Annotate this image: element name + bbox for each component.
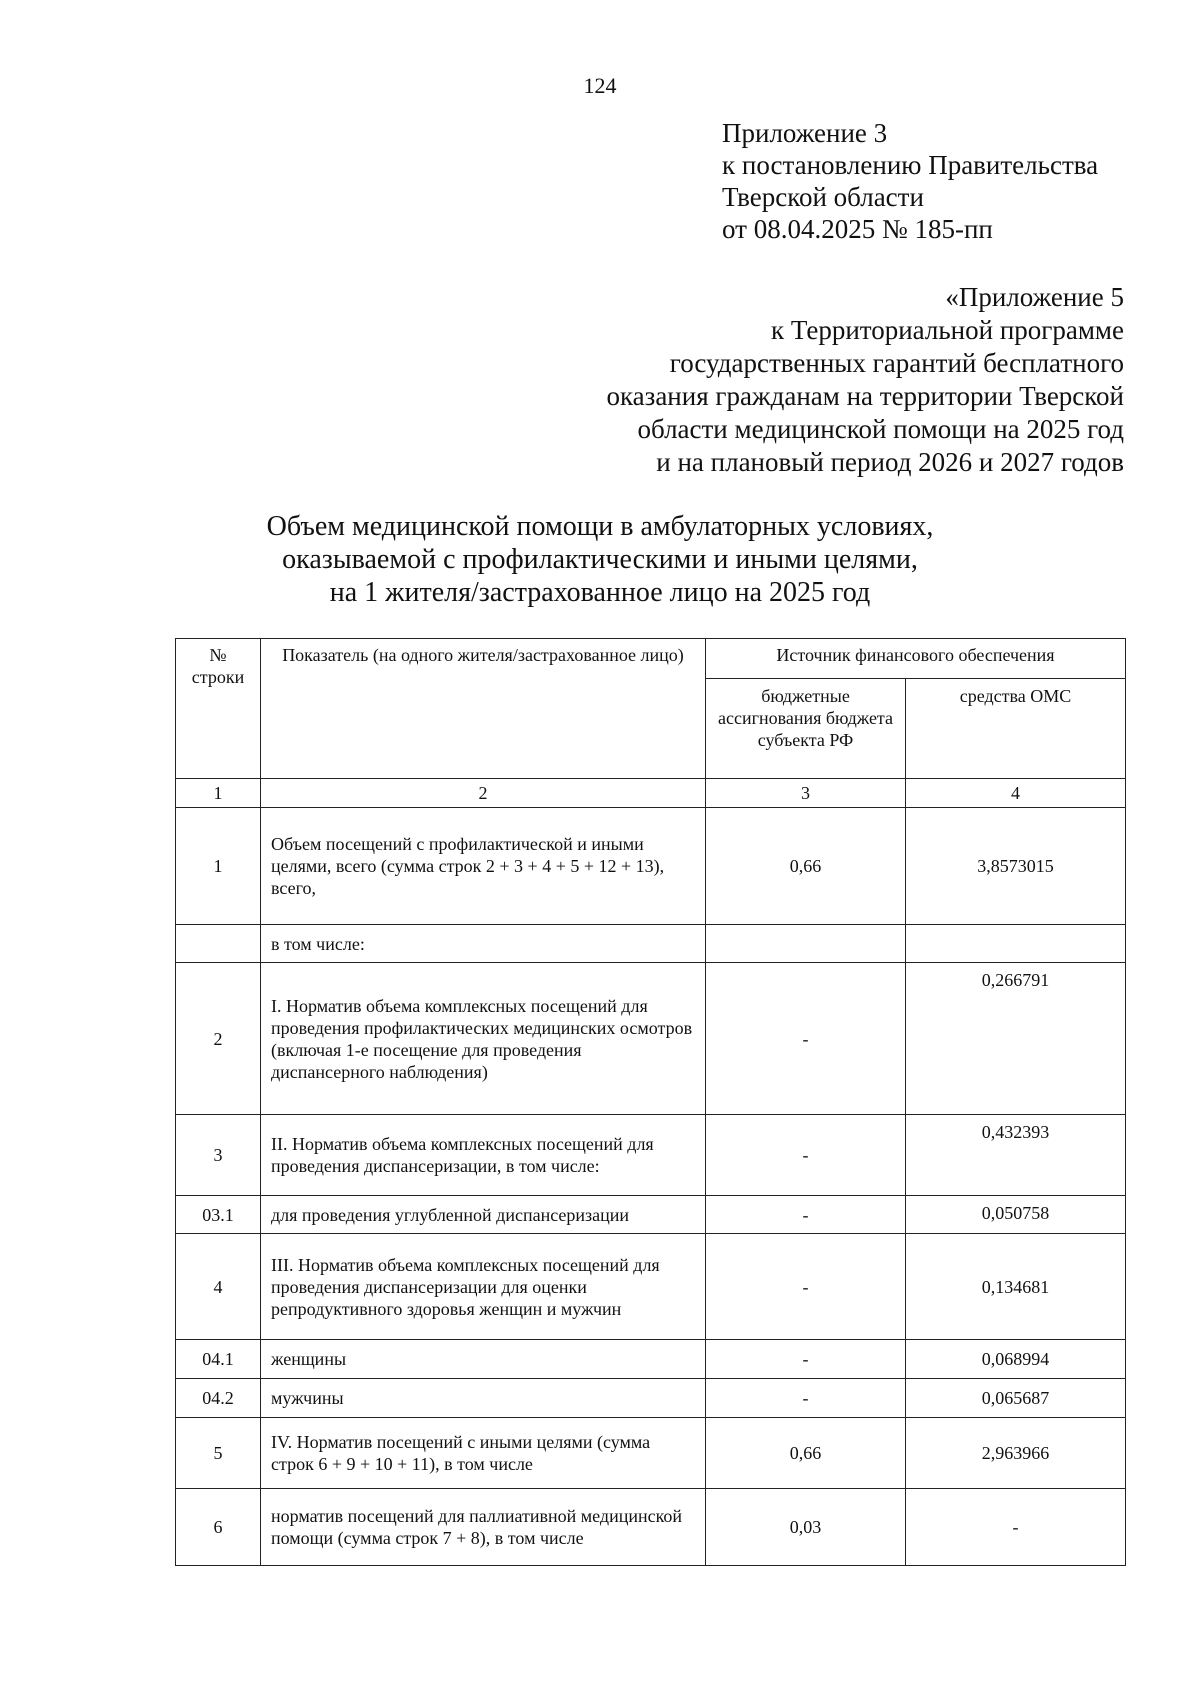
row-number: 6 (176, 1489, 261, 1566)
appendix-line: Тверской области (722, 182, 924, 212)
appendix-line: к постановлению Правительства (722, 150, 1099, 180)
row-budget-value: 0,66 (706, 1418, 906, 1489)
program-line: и на плановый период 2026 и 2027 годов (656, 447, 1124, 477)
row-oms-value: 0,050758 (906, 1196, 1126, 1234)
row-number: 3 (176, 1115, 261, 1196)
page-number: 124 (583, 73, 617, 98)
program-line: государственных гарантий бесплатного (669, 348, 1124, 378)
row-indicator: I. Норматив объема комплексных посещений для проведения профилактических медицинских осмотров (включая 1-е посещение для проведения диспансерного наблюдения) (261, 963, 706, 1115)
row-indicator: IV. Норматив посещений с иными целями (сумма строк 6 + 9 + 10 + 11), в том числе (261, 1418, 706, 1489)
row-number: 04.2 (176, 1379, 261, 1418)
table-header-row (176, 639, 1126, 679)
program-line: к Территориальной программе (771, 315, 1124, 345)
table-row (176, 1115, 1126, 1196)
table-row (176, 963, 1126, 1115)
appendix-line: от 08.04.2025 № 185-пп (722, 214, 993, 244)
column-number: 4 (906, 779, 1126, 808)
row-oms-value: 3,8573015 (906, 808, 1126, 925)
title-line: Объем медицинской помощи в амбулаторных условиях, (266, 511, 934, 542)
header-row-number: № строки (176, 639, 261, 779)
row-indicator: II. Норматив объема комплексных посещений для проведения диспансеризации, в том числе: (261, 1115, 706, 1196)
row-indicator: III. Норматив объема комплексных посещений для проведения диспансеризации для оценки репродуктивного здоровья женщин и мужчин (261, 1234, 706, 1340)
row-budget-value: - (706, 1234, 906, 1340)
title-line: оказываемой с профилактическими и иными целями, (282, 544, 918, 575)
table-row (176, 1418, 1126, 1489)
appendix-header (722, 117, 1098, 245)
column-number: 3 (706, 779, 906, 808)
row-number: 5 (176, 1418, 261, 1489)
header-budget: бюджетные ассигнования бюджета субъекта РФ (706, 679, 906, 779)
row-indicator: норматив посещений для паллиативной медицинской помощи (сумма строк 7 + 8), в том числе (261, 1489, 706, 1566)
table-row (176, 1489, 1126, 1566)
header-funding-source: Источник финансового обеспечения (706, 639, 1126, 679)
column-number: 2 (261, 779, 706, 808)
table-row (176, 1340, 1126, 1379)
row-oms-value (906, 925, 1126, 963)
row-budget-value: - (706, 1340, 906, 1379)
row-budget-value (706, 925, 906, 963)
row-number: 2 (176, 963, 261, 1115)
table-row (176, 808, 1126, 925)
table-row (176, 925, 1126, 963)
row-indicator: для проведения углубленной диспансеризации (261, 1196, 706, 1234)
program-reference (606, 281, 1124, 479)
row-indicator: Объем посещений с профилактической и иными целями, всего (сумма строк 2 + 3 + 4 + 5 + 12 + 13), всего, (261, 808, 706, 925)
row-oms-value: - (906, 1489, 1126, 1566)
title-line: на 1 жителя/застрахованное лицо на 2025 год (329, 577, 871, 608)
program-line: области медицинской помощи на 2025 год (637, 414, 1124, 444)
row-number: 1 (176, 808, 261, 925)
row-oms-value: 0,068994 (906, 1340, 1126, 1379)
row-budget-value: - (706, 1115, 906, 1196)
program-line: оказания гражданам на территории Тверской (606, 381, 1124, 411)
header-indicator: Показатель (на одного жителя/застрахованное лицо) (261, 639, 706, 779)
table-row (176, 1196, 1126, 1234)
table-row (176, 1234, 1126, 1340)
header-oms: средства ОМС (906, 679, 1126, 779)
row-number: 04.1 (176, 1340, 261, 1379)
row-oms-value: 0,065687 (906, 1379, 1126, 1418)
row-budget-value: - (706, 963, 906, 1115)
program-line: «Приложение 5 (945, 282, 1124, 312)
row-budget-value: 0,66 (706, 808, 906, 925)
row-number: 4 (176, 1234, 261, 1340)
document-title (0, 510, 1200, 609)
row-budget-value: 0,03 (706, 1489, 906, 1566)
row-budget-value: - (706, 1379, 906, 1418)
appendix-line: Приложение 3 (722, 118, 888, 148)
row-budget-value: - (706, 1196, 906, 1234)
row-oms-value: 2,963966 (906, 1418, 1126, 1489)
row-oms-value: 0,134681 (906, 1234, 1126, 1340)
table-row (176, 1379, 1126, 1418)
row-oms-value: 0,432393 (906, 1115, 1126, 1196)
column-number-row (176, 779, 1126, 808)
row-indicator: в том числе: (261, 925, 706, 963)
row-oms-value: 0,266791 (906, 963, 1126, 1115)
volume-table (175, 638, 1126, 1566)
row-number: 03.1 (176, 1196, 261, 1234)
row-number (176, 925, 261, 963)
row-indicator: женщины (261, 1340, 706, 1379)
column-number: 1 (176, 779, 261, 808)
row-indicator: мужчины (261, 1379, 706, 1418)
